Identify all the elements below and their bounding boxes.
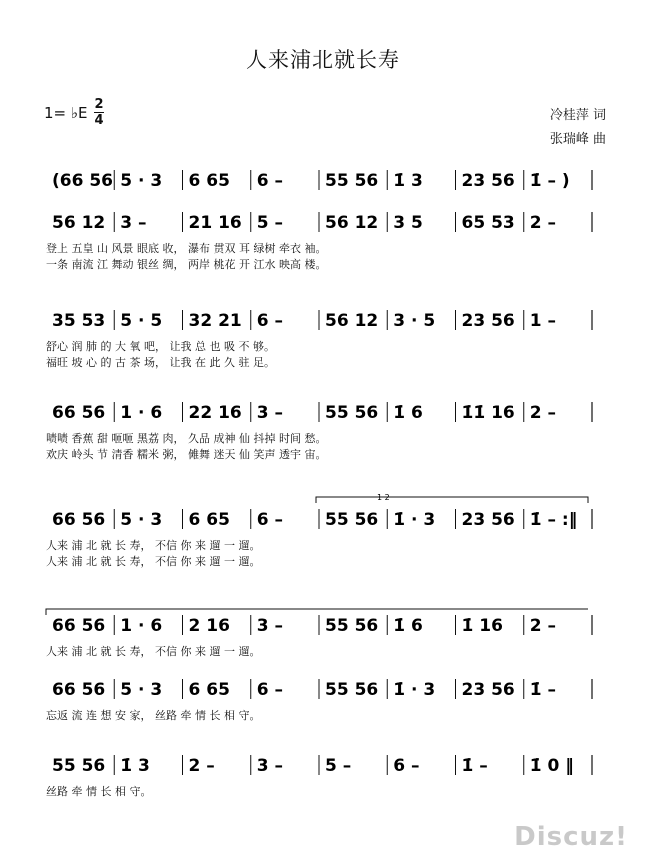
measure: 23 56 (461, 680, 515, 700)
measure: 56 12 (325, 213, 379, 233)
measure: 35 53 (52, 311, 106, 331)
measure: 1̇ – ) (529, 171, 570, 191)
measure: 55 56 (52, 756, 106, 776)
key-signature: 1= ♭E (44, 104, 88, 122)
lyric-line: 欢庆 岭头 节 清香 糯米 粥， 傩舞 迷天 仙 笑声 透宇 宙。 (46, 448, 327, 461)
measure: 1̇ · 3 (393, 510, 436, 530)
measure: 55 56 (325, 680, 379, 700)
measure: 3 5 (393, 213, 423, 233)
lyric-line: 一条 南流 江 舞动 银丝 绸， 两岸 桃花 开 江水 映高 楼。 (46, 258, 327, 271)
composer-credit: 张瑞峰 曲 (549, 132, 606, 147)
measure: 56 12 (325, 311, 379, 331)
measure: 1 – (529, 311, 556, 331)
measure: 32 21 (188, 311, 242, 331)
measure: 2 – (529, 213, 556, 233)
lyric-line: 人来 浦 北 就 长 寿， 不信 你 来 遛 一 遛。 (46, 645, 261, 658)
measure: 1̇ 3 (393, 171, 423, 191)
measure: 1̇ – :‖ (529, 510, 578, 530)
score-line (52, 755, 592, 776)
measure: (66 56 (52, 171, 114, 191)
measure: 5 · 5 (120, 311, 163, 331)
lyric-line: 福旺 坡 心 的 古 茶 场， 让我 在 此 久 驻 足。 (46, 356, 275, 369)
measure: 6 – (256, 680, 283, 700)
measure: 55 56 (325, 171, 379, 191)
measure: 1̇1̇ 16 (461, 403, 515, 423)
lyric-line: 丝路 牵 情 长 相 守。 (46, 785, 152, 798)
score-line (52, 170, 592, 191)
measure: 66 56 (52, 680, 106, 700)
lyric-line: 登上 五皇 山 风景 眼底 收， 瀑布 贯双 耳 绿树 牵衣 袖。 (46, 242, 327, 255)
measure: 55 56 (325, 403, 379, 423)
measure: 6 65 (188, 171, 230, 191)
score-line (52, 509, 592, 530)
measure: 3 – (256, 756, 283, 776)
measure: 1̇ 16 (461, 616, 503, 636)
lyric-line: 啧啧 香蕉 甜 咂咂 黑荔 肉， 久品 成神 仙 抖掉 时间 愁。 (46, 432, 327, 445)
measure: 1̇ 6 (393, 403, 423, 423)
page-title: 人来浦北就长寿 (246, 48, 400, 72)
measure: 2 – (529, 616, 556, 636)
measure: 21 16 (188, 213, 242, 233)
measure: 3 – (256, 403, 283, 423)
watermark: Discuz! (514, 822, 628, 852)
meter-bottom: 4 (94, 113, 104, 128)
measure: 5 – (256, 213, 283, 233)
measure: 5 – (325, 756, 352, 776)
measure: 1 · 6 (120, 403, 163, 423)
measure: 6 65 (188, 680, 230, 700)
measure: 5 · 3 (120, 680, 163, 700)
measure: 3 – (120, 213, 147, 233)
measure: 3 · 5 (393, 311, 436, 331)
score-line (52, 310, 592, 331)
volta-bracket (316, 493, 588, 503)
lyric-line: 舒心 润 肺 的 大 氧 吧， 让我 总 也 吸 不 够。 (46, 340, 275, 353)
measure: 6 – (256, 171, 283, 191)
measure: 65 53 (461, 213, 515, 233)
measure: 6 – (256, 311, 283, 331)
score-line (52, 615, 592, 636)
measure: 1̇ – (529, 680, 556, 700)
measure: 1 · 6 (120, 616, 163, 636)
measure: 5 · 3 (120, 171, 163, 191)
measure: 2 – (529, 403, 556, 423)
score-line (52, 212, 592, 233)
measure: 1̇ 6 (393, 616, 423, 636)
measure: 22 16 (188, 403, 242, 423)
measure: 23 56 (461, 171, 515, 191)
lyric-line: 忘返 流 连 想 安 家， 丝路 牵 情 长 相 守。 (46, 709, 261, 722)
measure: 1̇ · 3 (393, 680, 436, 700)
measure: 66 56 (52, 510, 106, 530)
measure: 6 65 (188, 510, 230, 530)
score-line (52, 679, 592, 700)
measure: 23 56 (461, 311, 515, 331)
measure: 2 16 (188, 616, 230, 636)
measure: 55 56 (325, 616, 379, 636)
measure: 56 12 (52, 213, 106, 233)
lyric-line: 人来 浦 北 就 长 寿， 不信 你 来 遛 一 遛。 (46, 555, 261, 568)
measure: 23 56 (461, 510, 515, 530)
measure: 5 · 3 (120, 510, 163, 530)
lyricist-credit: 冷桂萍 词 (549, 108, 606, 123)
score-line (52, 402, 592, 423)
measure: 1̇ 0 ‖ (529, 756, 574, 776)
measure: 66 56 (52, 403, 106, 423)
measure: 1̇ – (461, 756, 488, 776)
volta-bracket-2 (46, 609, 588, 615)
meter-top: 2 (94, 97, 104, 112)
measure: 66 56 (52, 616, 106, 636)
measure: 3 – (256, 616, 283, 636)
measure: 55 56 (325, 510, 379, 530)
measure: 2 – (188, 756, 215, 776)
lyric-line: 人来 浦 北 就 长 寿， 不信 你 来 遛 一 遛。 (46, 539, 261, 552)
volta-label: 1 2 (377, 493, 390, 502)
measure: 6 – (393, 756, 420, 776)
measure: 6 – (256, 510, 283, 530)
measure: 1̇ 3 (120, 756, 150, 776)
